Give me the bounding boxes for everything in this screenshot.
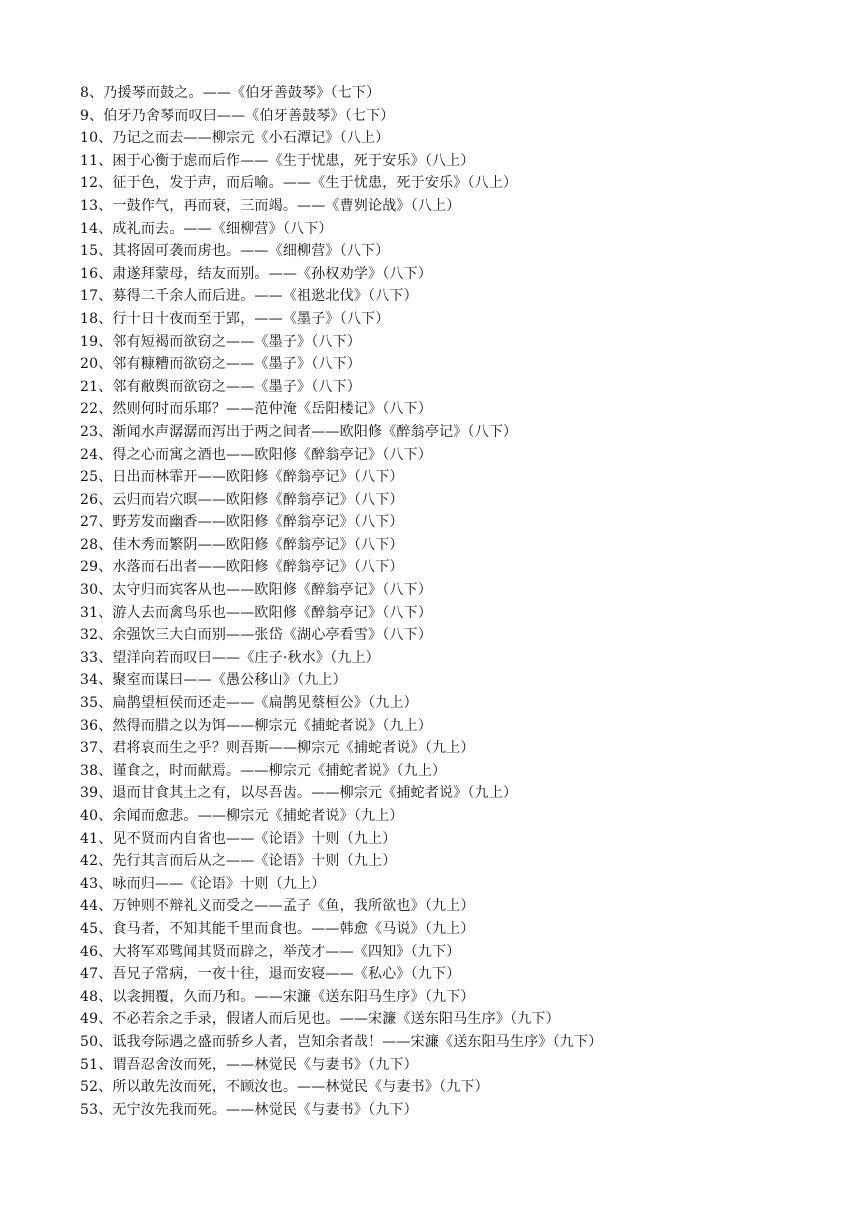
list-item: 23、渐闻水声潺潺而泻出于两之间者——欧阳修《醉翁亭记》（八下） xyxy=(80,423,518,440)
list-item: 27、野芳发而幽香——欧阳修《醉翁亭记》（八下） xyxy=(80,514,404,531)
list-item: 19、邻有短褐而欲窃之——《墨子》（八下） xyxy=(80,333,362,350)
list-item: 21、邻有敝舆而欲窃之——《墨子》（八下） xyxy=(80,378,362,395)
list-item: 22、然则何时而乐耶？——范仲淹《岳阳楼记》（八下） xyxy=(80,401,433,418)
list-item: 15、其将固可袭而虏也。——《细柳营》（八下） xyxy=(80,243,390,260)
list-item: 36、然得而腊之以为饵——柳宗元《捕蛇者说》（九上） xyxy=(80,717,433,734)
list-item: 17、募得二千余人而后进。——《祖逖北伐》（八下） xyxy=(80,288,418,305)
list-item: 33、望洋向若而叹曰——《庄子·秋水》（九上） xyxy=(80,649,380,666)
list-item: 9、伯牙乃舍琴而叹曰——《伯牙善鼓琴》（七下） xyxy=(80,107,395,124)
list-item: 32、余强饮三大白而别——张岱《湖心亭看雪》（八下） xyxy=(80,627,433,644)
document-page xyxy=(80,82,840,1121)
list-item: 18、行十日十夜而至于郢，——《墨子》（八下） xyxy=(80,310,390,327)
list-item: 42、先行其言而后从之——《论语》十则（九上） xyxy=(80,853,397,870)
list-item: 49、不必若余之手录，假诸人而后见也。——宋濂《送东阳马生序》（九下） xyxy=(80,1011,560,1028)
list-item: 50、诋我夸际遇之盛而骄乡人者，岂知余者哉！——宋濂《送东阳马生序》（九下） xyxy=(80,1033,603,1050)
list-item: 26、云归而岩穴暝——欧阳修《醉翁亭记》（八下） xyxy=(80,491,404,508)
list-item: 34、聚室而谋曰——《愚公移山》（九上） xyxy=(80,672,347,689)
list-item: 20、邻有糠糟而欲窃之——《墨子》（八下） xyxy=(80,356,362,373)
list-item: 37、君将哀而生之乎？则吾斯——柳宗元《捕蛇者说》（九上） xyxy=(80,740,475,757)
list-item: 39、退而甘食其土之有，以尽吾齿。——柳宗元《捕蛇者说》（九上） xyxy=(80,785,518,802)
list-item: 40、余闻而愈悲。——柳宗元《捕蛇者说》（九上） xyxy=(80,808,404,824)
list-item: 51、谓吾忍舍汝而死，——林觉民《与妻书》（九下） xyxy=(80,1056,418,1073)
list-item: 14、成礼而去。——《细柳营》（八下） xyxy=(80,220,333,237)
list-item: 44、万钟则不辩礼义而受之——孟子《鱼，我所欲也》（九上） xyxy=(80,898,475,915)
list-item: 31、游人去而禽鸟乐也——欧阳修《醉翁亭记》（八下） xyxy=(80,604,433,621)
list-item: 16、肃遂拜蒙母，结友而别。——《孙权劝学》（八下） xyxy=(80,265,433,282)
list-item: 45、食马者，不知其能千里而食也。——韩愈《马说》（九上） xyxy=(80,920,475,937)
list-item: 38、谨食之，时而献焉。——柳宗元《捕蛇者说》（九上） xyxy=(80,762,447,779)
list-item: 35、扁鹊望桓侯而还走——《扁鹊见蔡桓公》（九上） xyxy=(80,695,418,712)
list-item: 29、水落而石出者——欧阳修《醉翁亭记》（八下） xyxy=(80,559,404,576)
list-item: 28、佳木秀而繁阴——欧阳修《醉翁亭记》（八下） xyxy=(80,536,404,553)
list-item: 46、大将军邓骘闻其贤而辟之，举茂才——《四知》（九下） xyxy=(80,943,461,960)
list-item: 13、一鼓作气，再而衰，三而竭。——《曹刿论战》（八上） xyxy=(80,197,461,214)
list-item: 52、所以敢先汝而死，不顾汝也。——林觉民《与妻书》（九下） xyxy=(80,1079,489,1096)
list-item: 8、乃援琴而鼓之。——《伯牙善鼓琴》（七下） xyxy=(80,85,381,101)
list-item: 41、见不贤而内自省也——《论语》十则（九上） xyxy=(80,830,397,847)
list-item: 30、太守归而宾客从也——欧阳修《醉翁亭记》（八下） xyxy=(80,582,433,599)
list-item: 53、无宁汝先我而死。——林觉民《与妻书》（九下） xyxy=(80,1101,418,1118)
list-item: 11、困于心衡于虑而后作——《生于忧患，死于安乐》（八上） xyxy=(80,152,475,169)
list-item: 25、日出而林霏开——欧阳修《醉翁亭记》（八下） xyxy=(80,469,404,486)
list-item: 24、得之心而寓之酒也——欧阳修《醉翁亭记》（八下） xyxy=(80,446,433,463)
list-item: 47、吾兄子常病，一夜十往，退而安寝——《私心》（九下） xyxy=(80,966,461,983)
list-item: 48、以衾拥覆，久而乃和。——宋濂《送东阳马生序》（九下） xyxy=(80,988,475,1005)
list-item: 12、征于色，发于声，而后喻。——《生于忧患，死于安乐》（八上） xyxy=(80,175,518,192)
list-item: 10、乃记之而去——柳宗元《小石潭记》（八上） xyxy=(80,130,390,147)
list-item: 43、咏而归——《论语》十则（九上） xyxy=(80,875,326,892)
